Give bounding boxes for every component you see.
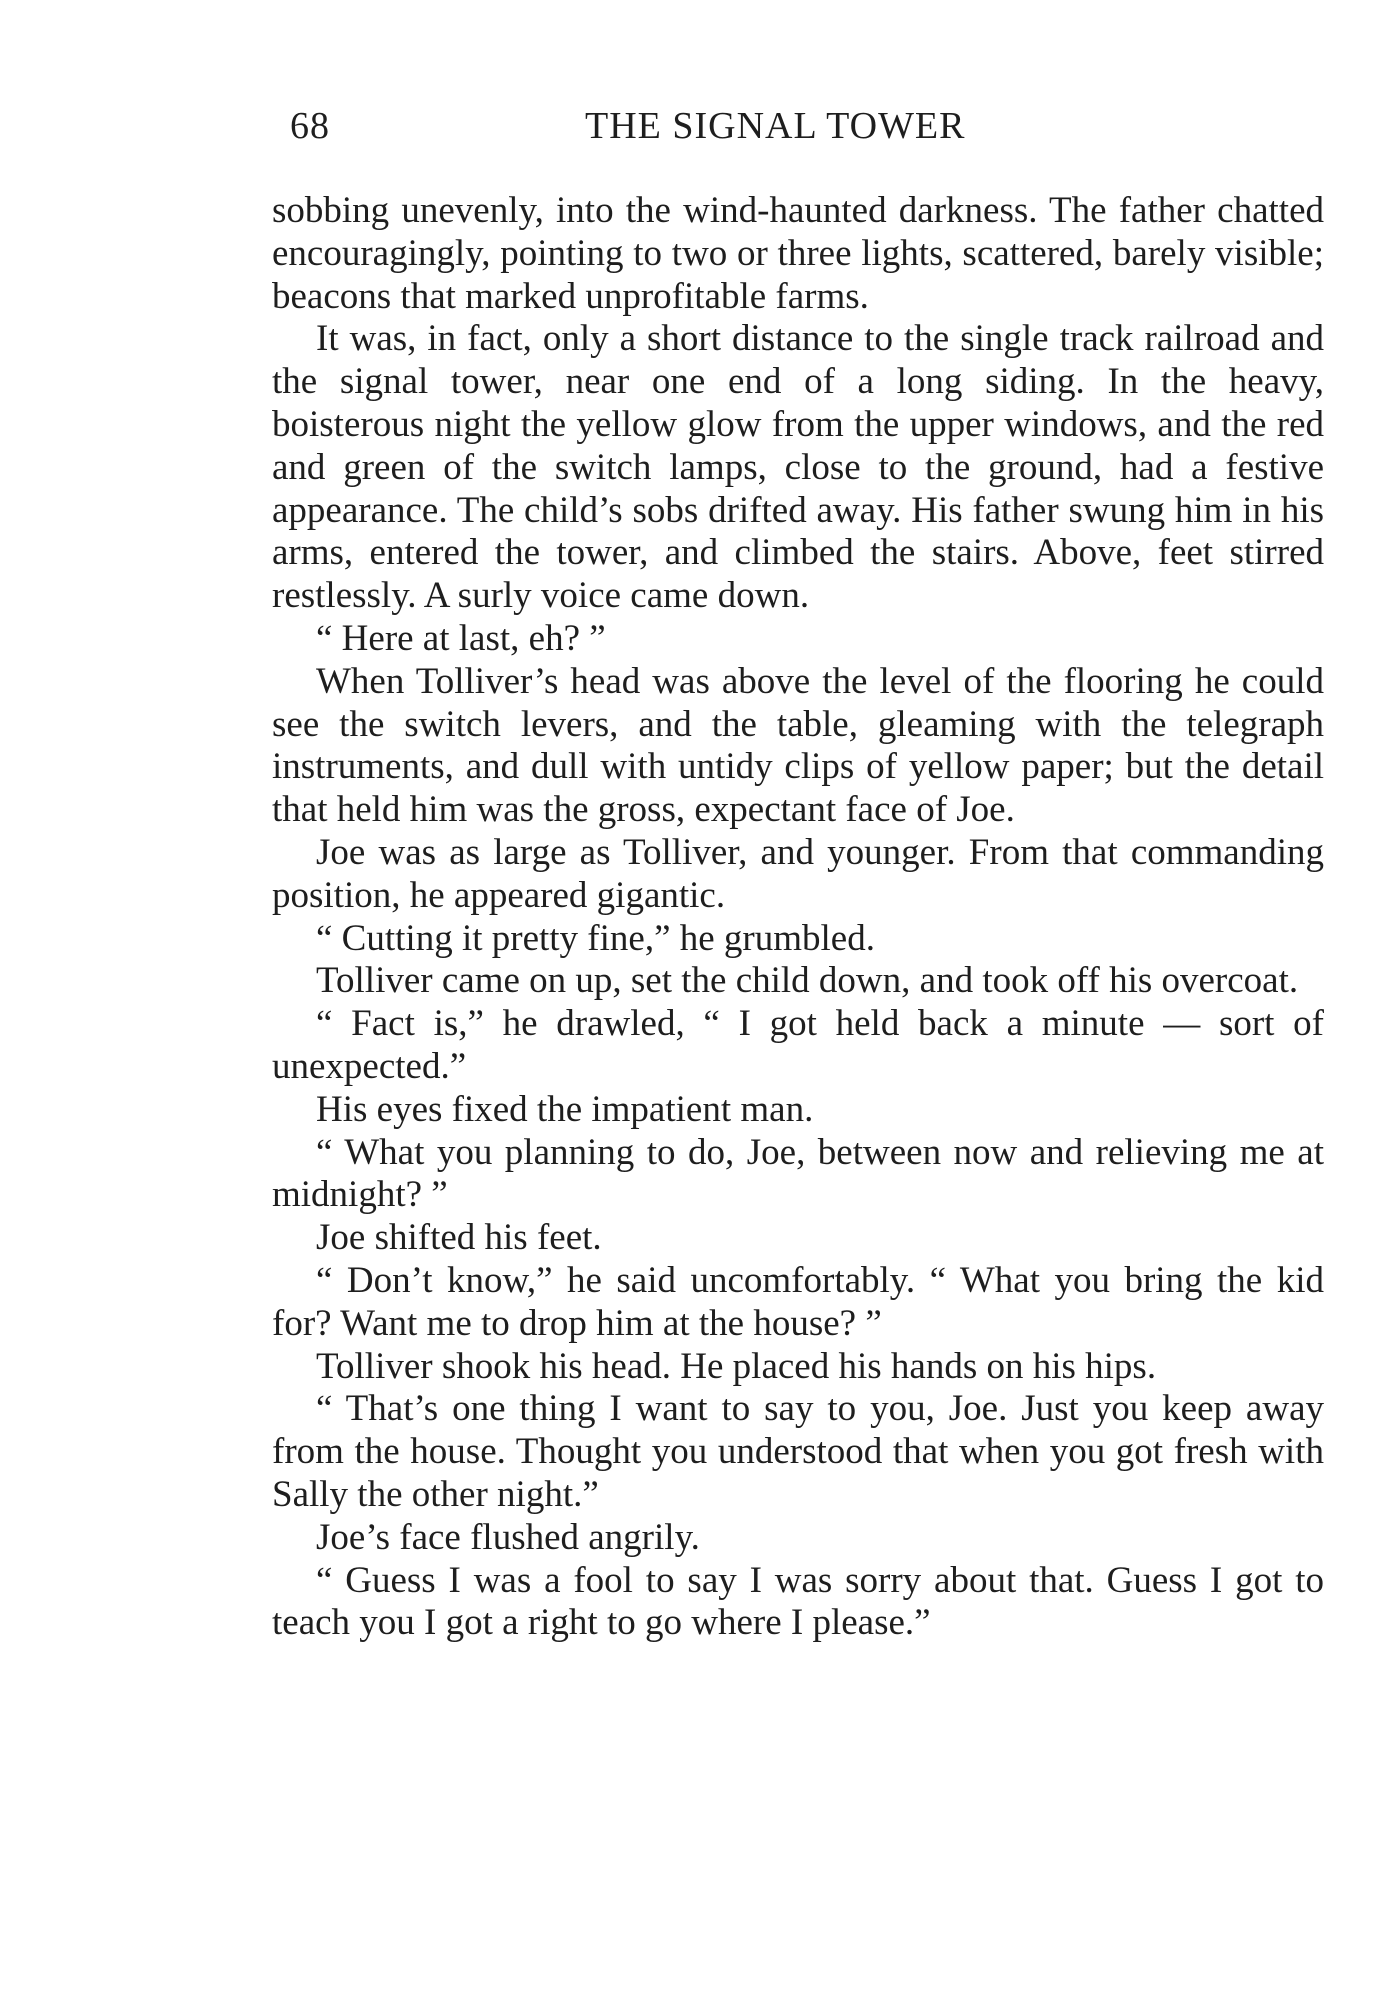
paragraph: His eyes fixed the impatient man. [316, 1088, 814, 1130]
paragraph: “ Cutting it pretty fine,” he grumbled. [316, 917, 875, 959]
paragraph: “ Guess I was a fool to say I was sorry about that. Guess I got to teach you I got a right to go where I please.” [272, 1559, 1324, 1644]
paragraph: When Tolliver’s head was above the level of the flooring he could see the switch levers, and the table, gleaming with the telegraph instruments, and dull with untidy clips of yellow paper; but the detail that held him was the gross, expectant face of Joe. [272, 660, 1324, 831]
paragraph: Joe shifted his feet. [316, 1217, 602, 1259]
book-title: THE SIGNAL TOWER [585, 105, 966, 147]
paragraph: “ That’s one thing I want to say to you, Joe. Just you keep away from the house. Thought you understood that when you got fresh with Sally the other night.” [272, 1388, 1324, 1515]
paragraph: Joe was as large as Tolliver, and younger. From that commanding position, he appeared gigantic. [272, 831, 1324, 916]
paragraph: “ What you planning to do, Joe, between now and relieving me at midnight? ” [272, 1131, 1324, 1216]
paragraph: “ Don’t know,” he said uncomfortably. “ What you bring the kid for? Want me to drop him at the house? ” [272, 1259, 1324, 1344]
paragraph: Tolliver came on up, set the child down, and took off his overcoat. [316, 960, 1299, 1002]
paragraph: Tolliver shook his head. He placed his hands on his hips. [316, 1345, 1157, 1387]
paragraph: “ Here at last, eh? ” [316, 617, 606, 659]
paragraph: “ Fact is,” he drawled, “ I got held back a minute — sort of unexpected.” [272, 1003, 1324, 1087]
paragraph-continued: sobbing unevenly, into the wind-haunted darkness. The father chatted encouragingly, pointing to two or three lights, scattered, barely visible; beacons that marked unprofitable farms. [272, 190, 1324, 317]
page-number: 68 [290, 105, 330, 147]
paragraph: Joe’s face flushed angrily. [316, 1516, 700, 1558]
running-head [290, 104, 1050, 154]
body-text [272, 190, 1324, 1645]
paragraph: It was, in fact, only a short distance to the single track railroad and the signal tower, near one end of a long siding. In the heavy, boisterous night the yellow glow from the upper windows, and the red and green of the switch lamps, close to the ground, had a festive appearance. The child’s sobs drifted away. His father swung him in his arms, entered the tower, and climbed the stairs. Above, feet stirred restlessly. A surly voice came down. [272, 318, 1324, 617]
